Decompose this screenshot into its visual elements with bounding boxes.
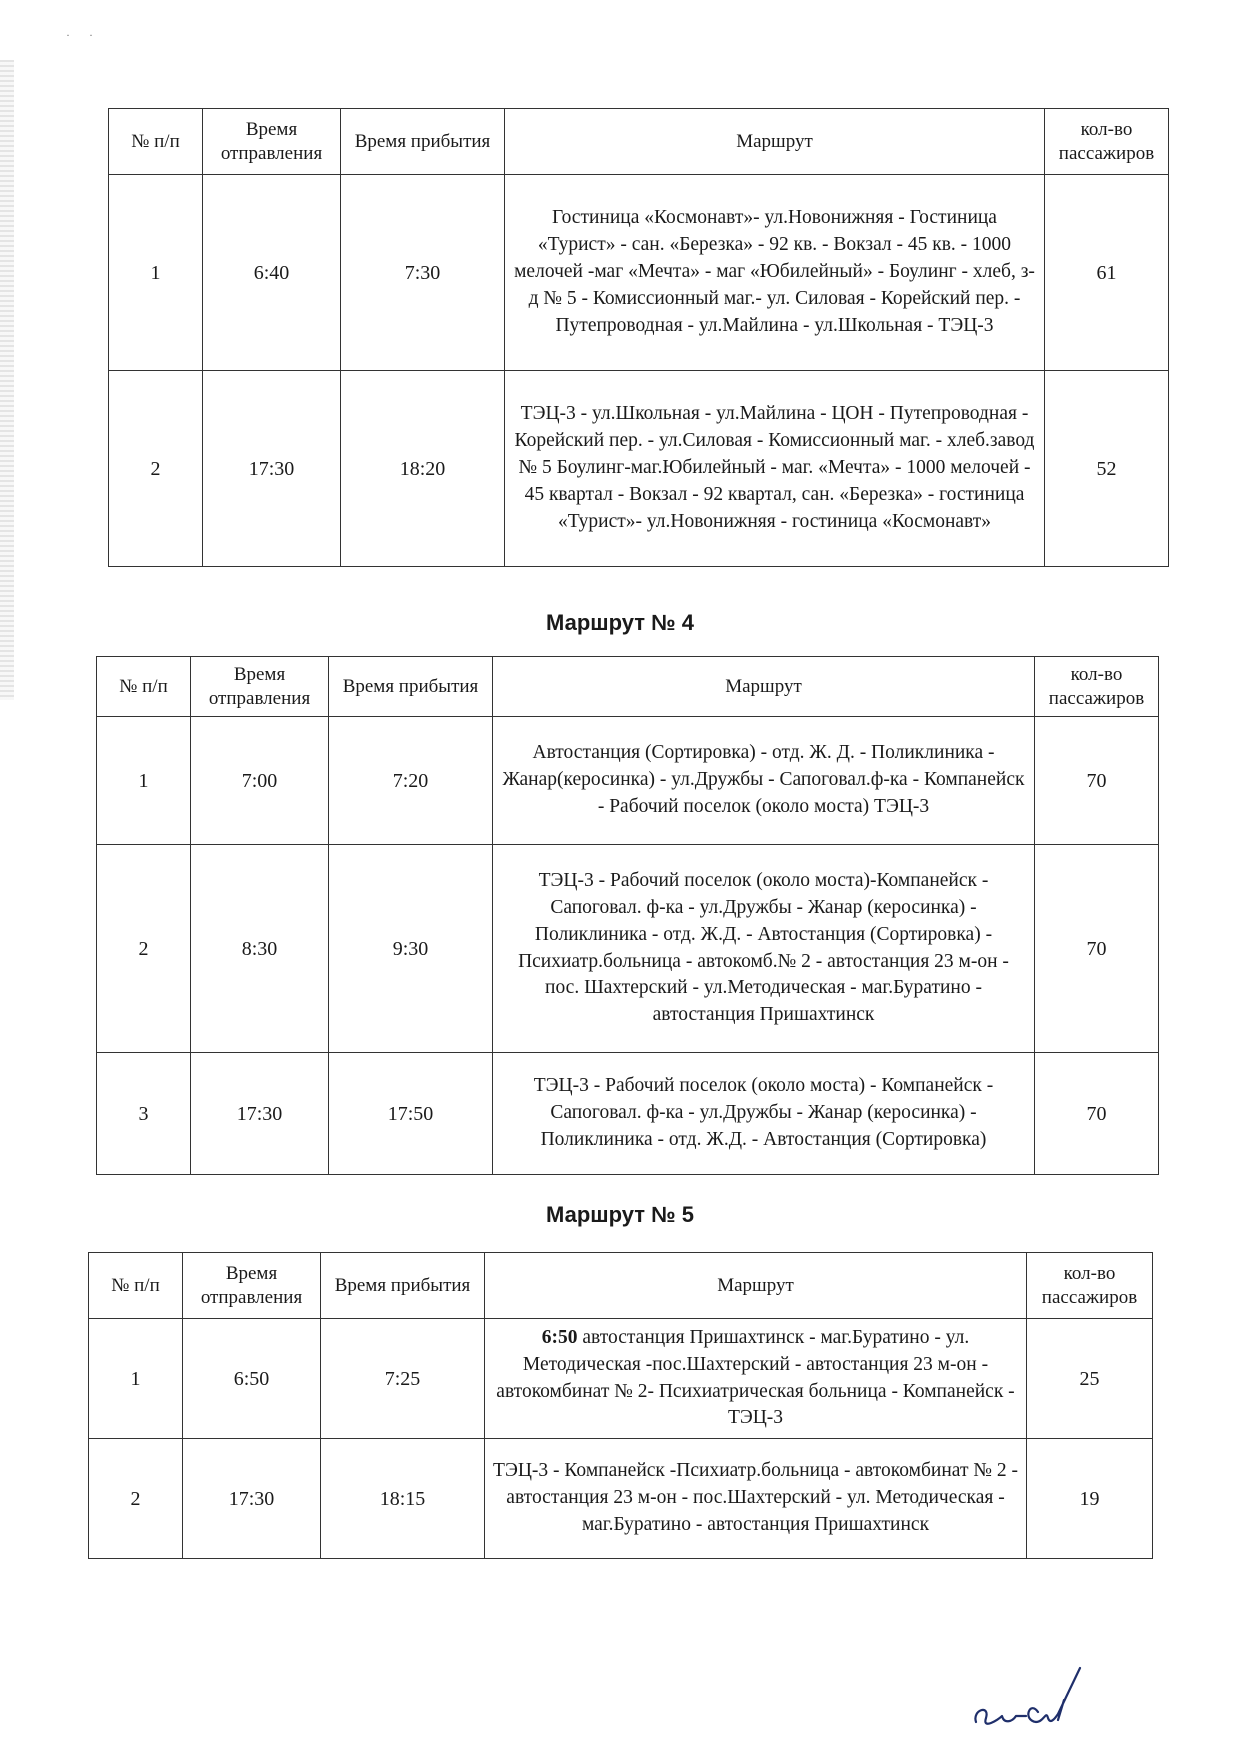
header-passengers: кол-во пассажиров: [1045, 109, 1169, 175]
row-departure: 6:50: [183, 1319, 321, 1439]
row-arrival: 7:25: [321, 1319, 485, 1439]
table-header-row: [109, 109, 1169, 175]
header-route: Маршрут: [505, 109, 1045, 175]
row-departure: 17:30: [191, 1053, 329, 1175]
row-route: Автостанция (Сортировка) - отд. Ж. Д. - Поликлиника - Жанар(керосинка) - ул.Дружбы - Сапоговал.ф-ка - Компанейск - Рабочий поселок (около моста) ТЭЦ-3: [493, 717, 1035, 845]
row-num: 2: [89, 1439, 183, 1559]
route-text: автостанция Пришахтинск - маг.Буратино - ул. Методическая -пос.Шахтерский - автостанция 23 м-он - автокомбинат № 2- Психиатрическая больница - Компанейск - ТЭЦ-3: [496, 1326, 1015, 1429]
header-departure: Время отправления: [203, 109, 341, 175]
table-row: [109, 175, 1169, 371]
row-passengers: 25: [1027, 1319, 1153, 1439]
route-departure-bold: 6:50: [541, 1326, 578, 1348]
row-arrival: 7:30: [341, 175, 505, 371]
row-num: 2: [109, 371, 203, 567]
row-route: ТЭЦ-3 - Рабочий поселок (около моста)-Компанейск - Сапоговал. ф-ка - ул.Дружбы - Жанар (керосинка) - Поликлиника - отд. Ж.Д. - Автостанция (Сортировка) - Психиатр.больница - автокомб.№ 2 - автостанция 23 м-он - пос. Шахтерский - ул.Методическая - маг.Буратино - автостанция Пришахтинск: [493, 845, 1035, 1053]
header-passengers: кол-во пассажиров: [1027, 1253, 1153, 1319]
table-row: [89, 1319, 1153, 1439]
header-num: № п/п: [109, 109, 203, 175]
header-passengers: кол-во пассажиров: [1035, 657, 1159, 717]
row-passengers: 61: [1045, 175, 1169, 371]
scan-edge-artifact: [0, 60, 14, 700]
row-passengers: 19: [1027, 1439, 1153, 1559]
table-row: [109, 371, 1169, 567]
section-title-route-5: Маршрут № 5: [545, 1202, 695, 1227]
header-route: Маршрут: [485, 1253, 1027, 1319]
row-departure: 7:00: [191, 717, 329, 845]
row-num: 1: [89, 1319, 183, 1439]
header-arrival: Время прибытия: [321, 1253, 485, 1319]
section-title-route-4: Маршрут № 4: [545, 610, 695, 635]
row-passengers: 70: [1035, 1053, 1159, 1175]
scan-specks: · ·: [66, 28, 101, 42]
table-row: [97, 845, 1159, 1053]
row-arrival: 9:30: [329, 845, 493, 1053]
row-passengers: 70: [1035, 717, 1159, 845]
row-num: 1: [97, 717, 191, 845]
row-passengers: 52: [1045, 371, 1169, 567]
table-row: [97, 1053, 1159, 1175]
header-departure: Время отправления: [183, 1253, 321, 1319]
table-row: [97, 717, 1159, 845]
row-arrival: 18:15: [321, 1439, 485, 1559]
route-table-3: [88, 1252, 1153, 1559]
row-arrival: 7:20: [329, 717, 493, 845]
row-departure: 6:40: [203, 175, 341, 371]
row-arrival: 18:20: [341, 371, 505, 567]
row-passengers: 70: [1035, 845, 1159, 1053]
header-num: № п/п: [97, 657, 191, 717]
row-route: ТЭЦ-3 - Компанейск -Психиатр.больница - автокомбинат № 2 - автостанция 23 м-он - пос.Шахтерский - ул. Методическая - маг.Буратино - автостанция Пришахтинск: [485, 1439, 1027, 1559]
header-arrival: Время прибытия: [341, 109, 505, 175]
row-departure: 17:30: [203, 371, 341, 567]
header-num: № п/п: [89, 1253, 183, 1319]
row-departure: 17:30: [183, 1439, 321, 1559]
row-num: 1: [109, 175, 203, 371]
row-num: 3: [97, 1053, 191, 1175]
row-route: [485, 1319, 1027, 1439]
header-departure: Время отправления: [191, 657, 329, 717]
handwritten-signature: [968, 1660, 1148, 1740]
header-arrival: Время прибытия: [329, 657, 493, 717]
route-table-2: [96, 656, 1159, 1175]
header-route: Маршрут: [493, 657, 1035, 717]
row-route: ТЭЦ-3 - ул.Школьная - ул.Майлина - ЦОН - Путепроводная - Корейский пер. - ул.Силовая - Комиссионный маг. - хлеб.завод № 5 Боулинг-маг.Юбилейный - маг. «Мечта» - 1000 мелочей - 45 квартал - Вокзал - 92 квартал, сан. «Березка» - гостиница «Турист»- ул.Новонижняя - гостиница «Космонавт»: [505, 371, 1045, 567]
row-departure: 8:30: [191, 845, 329, 1053]
row-arrival: 17:50: [329, 1053, 493, 1175]
route-table-1: [108, 108, 1169, 567]
row-route: Гостиница «Космонавт»- ул.Новонижняя - Гостиница «Турист» - сан. «Березка» - 92 кв. - Вокзал - 45 кв. - 1000 мелочей -маг «Мечта» - маг «Юбилейный» - Боулинг - хлеб, з-д № 5 - Комиссионный маг.- ул. Силовая - Корейский пер. - Путепроводная - ул.Майлина - ул.Школьная - ТЭЦ-3: [505, 175, 1045, 371]
row-route: ТЭЦ-3 - Рабочий поселок (около моста) - Компанейск - Сапоговал. ф-ка - ул.Дружбы - Жанар (керосинка) - Поликлиника - отд. Ж.Д. - Автостанция (Сортировка): [493, 1053, 1035, 1175]
row-num: 2: [97, 845, 191, 1053]
table-header-row: [89, 1253, 1153, 1319]
table-header-row: [97, 657, 1159, 717]
table-row: [89, 1439, 1153, 1559]
